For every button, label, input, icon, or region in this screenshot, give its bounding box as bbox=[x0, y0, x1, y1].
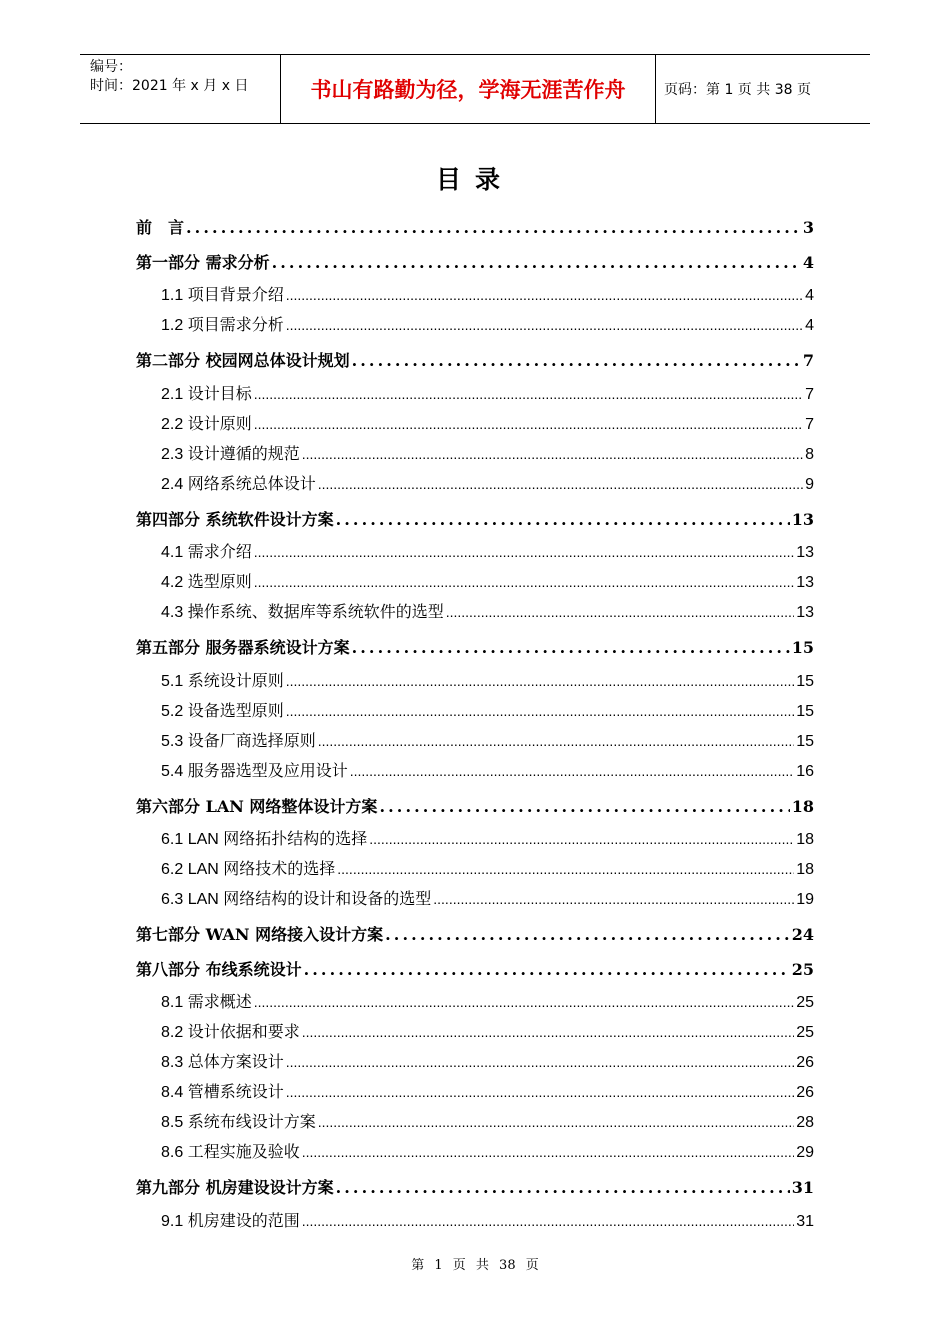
toc-entry-section[interactable] bbox=[161, 471, 814, 497]
toc-entry-page: 15 bbox=[796, 673, 814, 690]
toc-entry-section[interactable] bbox=[161, 1139, 814, 1165]
toc-entry-label: 8.2 设计依据和要求 bbox=[161, 1024, 300, 1041]
toc-entry-page: 28 bbox=[796, 1114, 814, 1131]
toc-entry-section[interactable] bbox=[161, 282, 814, 308]
toc-leader-dots bbox=[446, 604, 795, 620]
toc-entry-page: 13 bbox=[796, 574, 814, 591]
toc-entry-label: 5.1 系统设计原则 bbox=[161, 673, 284, 690]
toc-entry-page: 9 bbox=[805, 476, 814, 493]
toc-entry-page: 13 bbox=[796, 604, 814, 621]
toc-leader-dots bbox=[379, 797, 789, 816]
toc-leader-dots bbox=[254, 416, 803, 432]
toc-entry-section[interactable] bbox=[161, 1109, 814, 1135]
toc-entry-page: 8 bbox=[805, 446, 814, 463]
toc-entry-page: 4 bbox=[805, 287, 814, 304]
toc-entry-page: 18 bbox=[796, 831, 814, 848]
toc-entry-section[interactable] bbox=[161, 826, 814, 852]
toc-entry-label: 5.2 设备选型原则 bbox=[161, 703, 284, 720]
toc-entry-section[interactable] bbox=[161, 698, 814, 724]
toc-entry-page: 26 bbox=[796, 1054, 814, 1071]
toc-leader-dots bbox=[286, 703, 795, 719]
document-time-label: 时间：2021 年 x 月 x 日 bbox=[90, 78, 249, 94]
toc-entry-part[interactable] bbox=[136, 507, 814, 533]
toc-entry-section[interactable] bbox=[161, 989, 814, 1015]
toc-entry-page: 31 bbox=[791, 1178, 814, 1197]
toc-entry-section[interactable] bbox=[161, 758, 814, 784]
toc-entry-page: 25 bbox=[796, 994, 814, 1011]
toc-leader-dots bbox=[318, 1114, 795, 1130]
toc-leader-dots bbox=[350, 763, 795, 779]
toc-entry-section[interactable] bbox=[161, 1049, 814, 1075]
toc-entry-label: 第九部分 机房建设设计方案 bbox=[136, 1178, 334, 1197]
toc-entry-page: 4 bbox=[805, 317, 814, 334]
toc-entry-label: 9.1 机房建设的范围 bbox=[161, 1213, 300, 1230]
toc-entry-part[interactable] bbox=[136, 794, 814, 820]
toc-entry-page: 25 bbox=[791, 960, 814, 979]
toc-entry-part[interactable] bbox=[136, 922, 814, 948]
header-motto: 书山有路勤为径，学海无涯苦作舟 bbox=[281, 55, 656, 123]
toc-leader-dots bbox=[318, 476, 803, 492]
toc-entry-page: 7 bbox=[802, 351, 814, 370]
toc-entry-section[interactable] bbox=[161, 1079, 814, 1105]
toc-entry-label: 4.3 操作系统、数据库等系统软件的选型 bbox=[161, 604, 444, 621]
toc-entry-section[interactable] bbox=[161, 1019, 814, 1045]
toc-entry-section[interactable] bbox=[161, 599, 814, 625]
toc-entry-label: 1.1 项目背景介绍 bbox=[161, 287, 284, 304]
toc-leader-dots bbox=[254, 544, 795, 560]
toc-entry-page: 26 bbox=[796, 1084, 814, 1101]
toc-leader-dots bbox=[286, 1054, 795, 1070]
toc-entry-label: 2.4 网络系统总体设计 bbox=[161, 476, 316, 493]
toc-entry-section[interactable] bbox=[161, 1208, 814, 1234]
toc-entry-label: 前 言 bbox=[136, 218, 185, 237]
toc-leader-dots bbox=[302, 446, 803, 462]
toc-entry-section[interactable] bbox=[161, 569, 814, 595]
toc-entry-label: 6.1 LAN 网络拓扑结构的选择 bbox=[161, 831, 368, 848]
toc-leader-dots bbox=[186, 218, 801, 237]
toc-leader-dots bbox=[302, 1144, 795, 1160]
toc-entry-page: 4 bbox=[802, 253, 814, 272]
toc-entry-label: 第一部分 需求分析 bbox=[136, 253, 270, 272]
toc-leader-dots bbox=[286, 287, 803, 303]
toc-entry-label: 2.1 设计目标 bbox=[161, 386, 252, 403]
toc-leader-dots bbox=[302, 1024, 795, 1040]
toc-leader-dots bbox=[254, 574, 795, 590]
toc-entry-part[interactable] bbox=[136, 1175, 814, 1201]
toc-leader-dots bbox=[336, 1178, 790, 1197]
toc-entry-page: 7 bbox=[805, 386, 814, 403]
toc-entry-label: 第四部分 系统软件设计方案 bbox=[136, 510, 334, 529]
toc-leader-dots bbox=[337, 861, 794, 877]
toc-entry-section[interactable] bbox=[161, 539, 814, 565]
toc-entry-label: 第七部分 WAN 网络接入设计方案 bbox=[136, 925, 384, 944]
toc-entry-part[interactable] bbox=[136, 215, 814, 241]
toc-entry-section[interactable] bbox=[161, 411, 814, 437]
toc-leader-dots bbox=[352, 638, 790, 657]
toc-entry-section[interactable] bbox=[161, 728, 814, 754]
toc-entry-label: 5.4 服务器选型及应用设计 bbox=[161, 763, 348, 780]
toc-entry-section[interactable] bbox=[161, 668, 814, 694]
toc-entry-part[interactable] bbox=[136, 348, 814, 374]
toc-entry-page: 13 bbox=[791, 510, 814, 529]
toc-leader-dots bbox=[385, 925, 790, 944]
toc-entry-label: 1.2 项目需求分析 bbox=[161, 317, 284, 334]
toc-title: 目录 bbox=[435, 165, 514, 194]
toc-entry-label: 第八部分 布线系统设计 bbox=[136, 960, 302, 979]
toc-entry-page: 18 bbox=[791, 797, 814, 816]
toc-entry-label: 2.3 设计遵循的规范 bbox=[161, 446, 300, 463]
toc-entry-label: 8.4 管槽系统设计 bbox=[161, 1084, 284, 1101]
toc-leader-dots bbox=[336, 510, 790, 529]
document-number-label: 编号： bbox=[90, 59, 132, 75]
toc-entry-section[interactable] bbox=[161, 886, 814, 912]
toc-entry-part[interactable] bbox=[136, 957, 814, 983]
toc-entry-page: 15 bbox=[791, 638, 814, 657]
toc-entry-page: 19 bbox=[796, 891, 814, 908]
toc-leader-dots bbox=[304, 960, 790, 979]
toc-entry-label: 第二部分 校园网总体设计规划 bbox=[136, 351, 350, 370]
toc-leader-dots bbox=[369, 831, 794, 847]
page-header bbox=[80, 54, 870, 124]
toc-leader-dots bbox=[254, 386, 803, 402]
toc-leader-dots bbox=[286, 673, 795, 689]
toc-entry-page: 29 bbox=[796, 1144, 814, 1161]
toc-leader-dots bbox=[254, 994, 795, 1010]
toc-entry-page: 15 bbox=[796, 703, 814, 720]
toc-entry-label: 6.2 LAN 网络技术的选择 bbox=[161, 861, 336, 878]
toc-entry-section[interactable] bbox=[161, 856, 814, 882]
toc-entry-label: 8.5 系统布线设计方案 bbox=[161, 1114, 316, 1131]
toc-entry-label: 4.2 选型原则 bbox=[161, 574, 252, 591]
toc-leader-dots bbox=[318, 733, 795, 749]
toc-entry-part[interactable] bbox=[136, 250, 814, 276]
header-page-info: 页码：第 1 页 共 38 页 bbox=[664, 82, 811, 98]
toc-entry-label: 8.3 总体方案设计 bbox=[161, 1054, 284, 1071]
toc-entry-page: 18 bbox=[796, 861, 814, 878]
toc-entry-label: 8.6 工程实施及验收 bbox=[161, 1144, 300, 1161]
header-meta bbox=[80, 55, 281, 123]
toc-entry-section[interactable] bbox=[161, 381, 814, 407]
toc-entry-label: 5.3 设备厂商选择原则 bbox=[161, 733, 316, 750]
toc-entry-page: 25 bbox=[796, 1024, 814, 1041]
toc-entry-label: 2.2 设计原则 bbox=[161, 416, 252, 433]
toc-entry-label: 4.1 需求介绍 bbox=[161, 544, 252, 561]
toc-entry-page: 7 bbox=[805, 416, 814, 433]
toc-leader-dots bbox=[272, 253, 801, 272]
toc-entry-part[interactable] bbox=[136, 635, 814, 661]
toc-entry-label: 第五部分 服务器系统设计方案 bbox=[136, 638, 350, 657]
toc-leader-dots bbox=[433, 891, 794, 907]
toc-entry-page: 13 bbox=[796, 544, 814, 561]
toc-entry-label: 第六部分 LAN 网络整体设计方案 bbox=[136, 797, 378, 816]
toc-entry-page: 24 bbox=[791, 925, 814, 944]
toc-leader-dots bbox=[302, 1213, 795, 1229]
toc-leader-dots bbox=[286, 317, 803, 333]
page-footer: 第 1 页 共 38 页 bbox=[411, 1258, 539, 1273]
toc-entry-section[interactable] bbox=[161, 312, 814, 338]
toc-entry-section[interactable] bbox=[161, 441, 814, 467]
toc-entry-page: 15 bbox=[796, 733, 814, 750]
toc-leader-dots bbox=[352, 351, 801, 370]
toc-entry-page: 31 bbox=[796, 1213, 814, 1230]
toc-entry-page: 16 bbox=[796, 763, 814, 780]
toc-entry-label: 6.3 LAN 网络结构的设计和设备的选型 bbox=[161, 891, 432, 908]
toc-leader-dots bbox=[286, 1084, 795, 1100]
toc-entry-label: 8.1 需求概述 bbox=[161, 994, 252, 1011]
toc-entry-page: 3 bbox=[802, 218, 814, 237]
